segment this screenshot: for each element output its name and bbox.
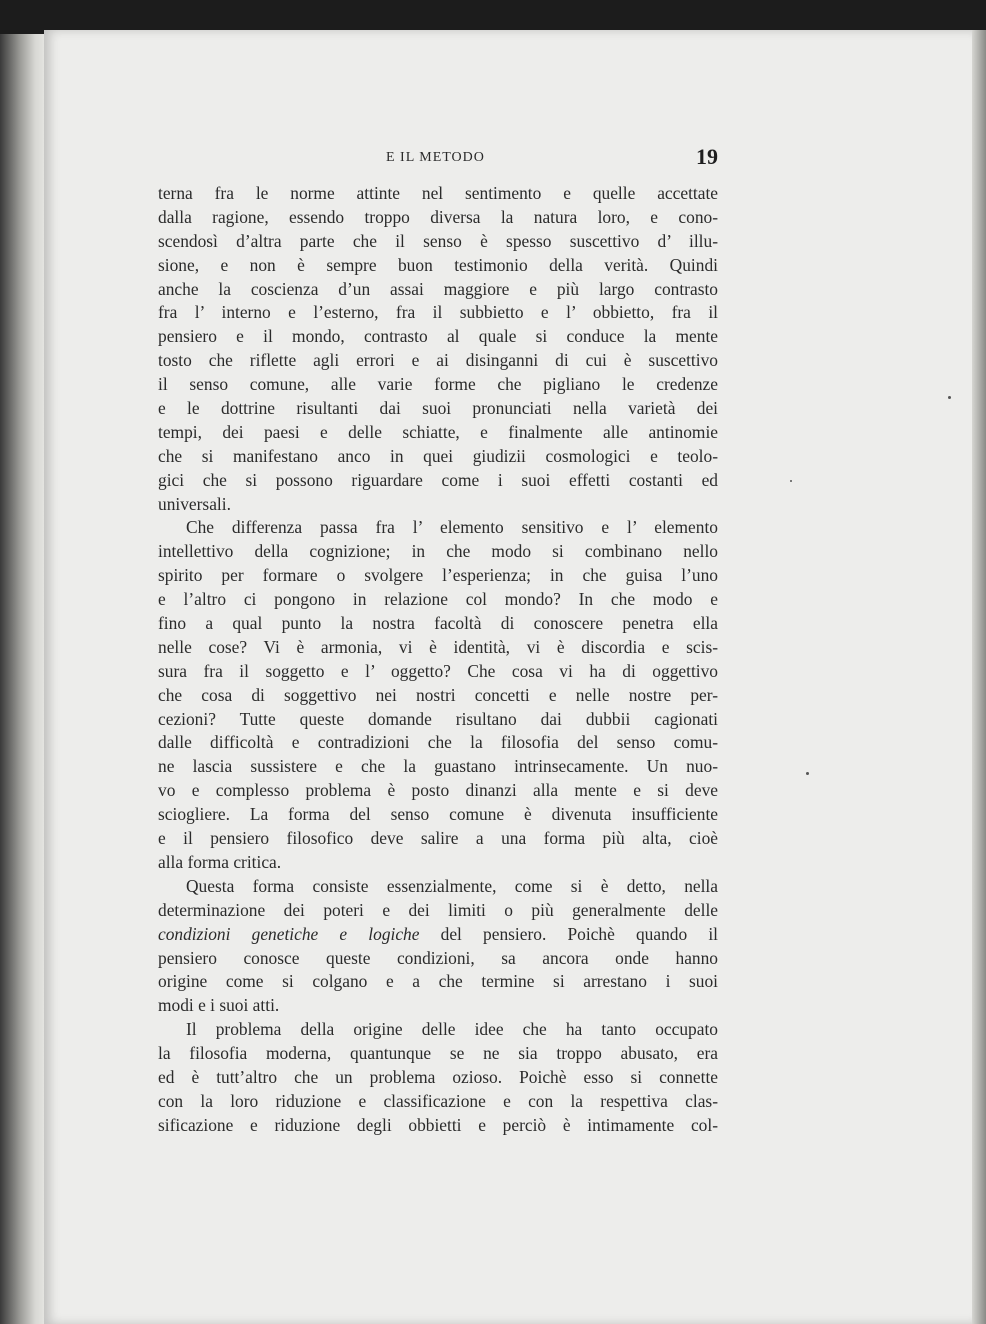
- text-line: gici che si possono riguardare come i suoi effetti costanti ed: [158, 469, 718, 490]
- text-line: sciogliere. La forma del senso comune è divenuta insufficiente: [158, 804, 718, 825]
- text-line: fino a qual punto la nostra facoltà di conoscere penetra ella: [158, 613, 718, 634]
- text-line: e il pensiero filosofico deve salire a una forma più alta, cioè: [158, 828, 718, 849]
- text-line: determinazione dei poteri e dei limiti o più generalmente delle: [158, 899, 718, 920]
- book-gutter: [0, 34, 44, 1324]
- text-line: terna fra le norme attinte nel sentimento e quelle accettate: [158, 183, 718, 203]
- page-header: [158, 144, 718, 176]
- text-line: fra l’ interno e l’esterno, fra il subbietto e l’ obbietto, fra il: [158, 302, 718, 323]
- text-line: tempi, dei paesi e delle schiatte, e finalmente alle antinomie: [158, 421, 718, 442]
- italic-phrase: condizioni genetiche e logiche: [158, 923, 420, 944]
- text-line: sura fra il soggetto e l’ oggetto? Che cosa vi ha di oggettivo: [158, 660, 718, 681]
- text-line: tosto che riflette agli errori e ai disinganni di cui è suscettivo: [158, 350, 718, 371]
- text-line: che si manifestano anco in quei giudizii cosmologici e teolo-: [158, 445, 718, 466]
- text-line: sione, e non è sempre buon testimonio della verità. Quindi: [158, 254, 718, 275]
- text-line: con la loro riduzione e classificazione e con la respettiva clas-: [158, 1090, 718, 1111]
- text-line: dalle difficoltà e contradizioni che la filosofia del senso comu-: [158, 732, 718, 753]
- text-line: il senso comune, alle varie forme che pigliano le credenze: [158, 374, 718, 395]
- paper-speck: [790, 480, 792, 482]
- text-line: universali.: [158, 493, 231, 514]
- text-line: alla forma critica.: [158, 851, 282, 872]
- running-head: E IL METODO: [386, 150, 485, 165]
- body-text: [158, 182, 718, 1138]
- page-edge: [972, 30, 986, 1324]
- text-line: pensiero e il mondo, contrasto al quale si conduce la mente: [158, 326, 718, 347]
- text-line: origine come si colgano e a che termine si arrestano i suoi: [158, 971, 718, 992]
- text-line: che cosa di soggettivo nei nostri concetti e nelle nostre per-: [158, 684, 718, 705]
- text-line: dalla ragione, essendo troppo diversa la natura loro, e cono-: [158, 206, 718, 227]
- text-line-italic: [158, 923, 718, 947]
- text-line: la filosofia moderna, quantunque se ne sia troppo abusato, era: [158, 1043, 718, 1064]
- text-line: Che differenza passa fra l’ elemento sensitivo e l’ elemento: [186, 517, 718, 538]
- text-line: ne lascia sussistere e che la guastano intrinsecamente. Un nuo-: [158, 756, 718, 777]
- scan-border-top: [0, 0, 986, 34]
- text-line: Il problema della origine delle idee che ha tanto occupato: [186, 1019, 718, 1040]
- text-line: sificazione e riduzione degli obbietti e perciò è intimamente col-: [158, 1114, 718, 1135]
- text-line: e l’altro ci pongono in relazione col mondo? In che modo e: [158, 589, 718, 610]
- page-number: 19: [696, 144, 718, 169]
- text-line: nelle cose? Vi è armonia, vi è identità, vi è discordia e scis-: [158, 636, 718, 657]
- text-line: spirito per formare o svolgere l’esperienza; in che guisa l’uno: [158, 565, 718, 586]
- text-line: modi e i suoi atti.: [158, 995, 280, 1016]
- text-line: Questa forma consiste essenzialmente, come si è detto, nella: [186, 875, 718, 896]
- text-line: intellettivo della cognizione; in che modo si combinano nello: [158, 541, 718, 562]
- paper-speck: [806, 772, 809, 775]
- text-line: cezioni? Tutte queste domande risultano dai dubbii cagionati: [158, 708, 718, 729]
- text-line: e le dottrine risultanti dai suoi pronunciati nella varietà dei: [158, 398, 718, 419]
- text-line: anche la coscienza d’un assai maggiore e più largo contrasto: [158, 278, 718, 299]
- paper-speck: [948, 396, 951, 399]
- text-line: pensiero conosce queste condizioni, sa ancora onde hanno: [158, 947, 718, 968]
- text-line: vo e complesso problema è posto dinanzi alla mente e si deve: [158, 780, 718, 801]
- text-line: scendosì d’altra parte che il senso è spesso suscettivo d’ illu-: [158, 230, 718, 251]
- text-span: del pensiero. Poichè quando il: [419, 923, 718, 944]
- text-line: ed è tutt’altro che un problema ozioso. Poichè esso si connette: [158, 1066, 718, 1087]
